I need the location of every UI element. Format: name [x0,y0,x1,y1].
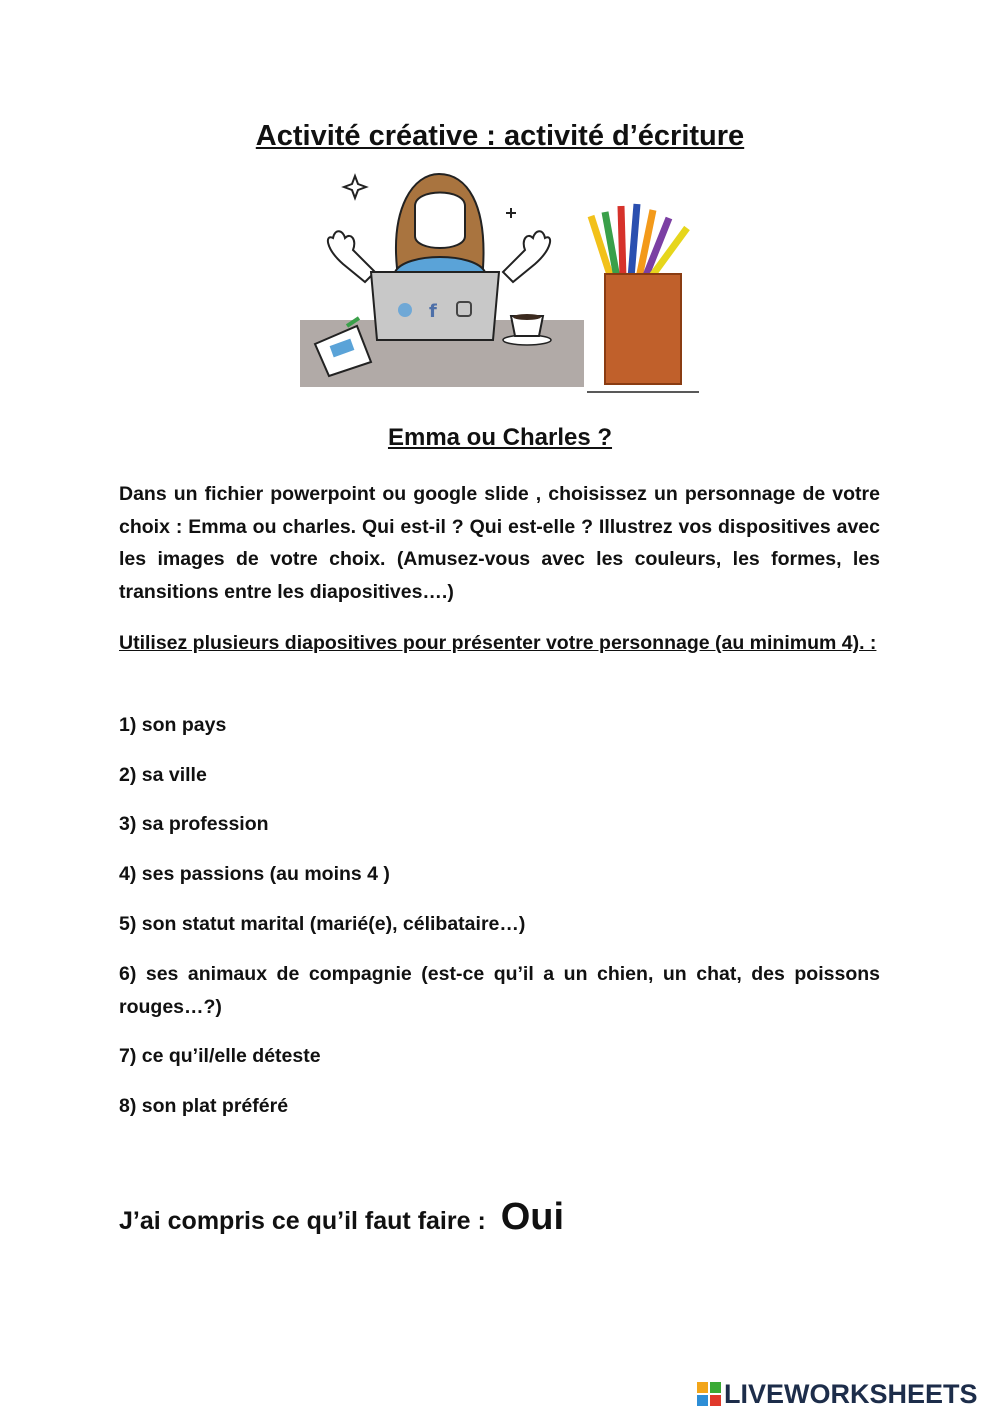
facebook-icon [429,301,437,322]
plus-sparkle-icon [506,208,516,218]
list-item: 4) ses passions (au moins 4 ) [119,863,390,885]
list-item: 5) son statut marital (marié(e), célibataire…) [119,913,526,935]
right-hand [503,231,550,282]
footer-branding [697,1376,978,1412]
section-subtitle: Emma ou Charles ? [387,424,613,451]
writing-activity-illustration [295,168,705,396]
logo-square [710,1382,721,1393]
list-item: 8) son plat préféré [119,1095,289,1117]
list-item: 6) ses animaux de compagnie (est-ce qu’il a un chien, un chat, des poissons rouges…?) [119,963,880,1018]
answer-value[interactable]: Oui [500,1196,565,1238]
brand-name: LIVEWORKSHEETS [724,1378,978,1409]
list-item: 1) son pays [119,714,227,736]
pencil-cup [605,274,681,384]
question-label: J’ai compris ce qu’il faut faire : [119,1207,486,1235]
instruction-paragraph: Utilisez plusieurs diapositives pour présenter votre personnage (au minimum 4). : [119,632,877,654]
page-title: Activité créative : activité d’écriture [255,120,745,152]
comprehension-question [119,1196,564,1239]
face [415,193,465,249]
twitter-icon [398,303,412,317]
list-item: 7) ce qu’il/elle déteste [119,1045,321,1067]
left-hand [328,231,375,282]
liveworksheets-logo-icon [697,1382,721,1406]
list-item: 3) sa profession [119,813,269,835]
intro-paragraph: Dans un fichier powerpoint ou google slide , choisissez un personnage de votre choix : Emma ou charles. Qui est-il ? Qui est-elle ? Illustrez vos dispositives avec les images de votre choix. (Amusez-vous avec les couleurs, les formes, les transitions entre les diapositives….) [119,483,880,603]
pencils [591,204,687,280]
sparkle-icon [344,176,366,198]
list-item: 2) sa ville [119,764,207,786]
logo-square [697,1382,708,1393]
logo-square [710,1395,721,1406]
svg-text:f: f [429,301,437,322]
logo-square [697,1395,708,1406]
